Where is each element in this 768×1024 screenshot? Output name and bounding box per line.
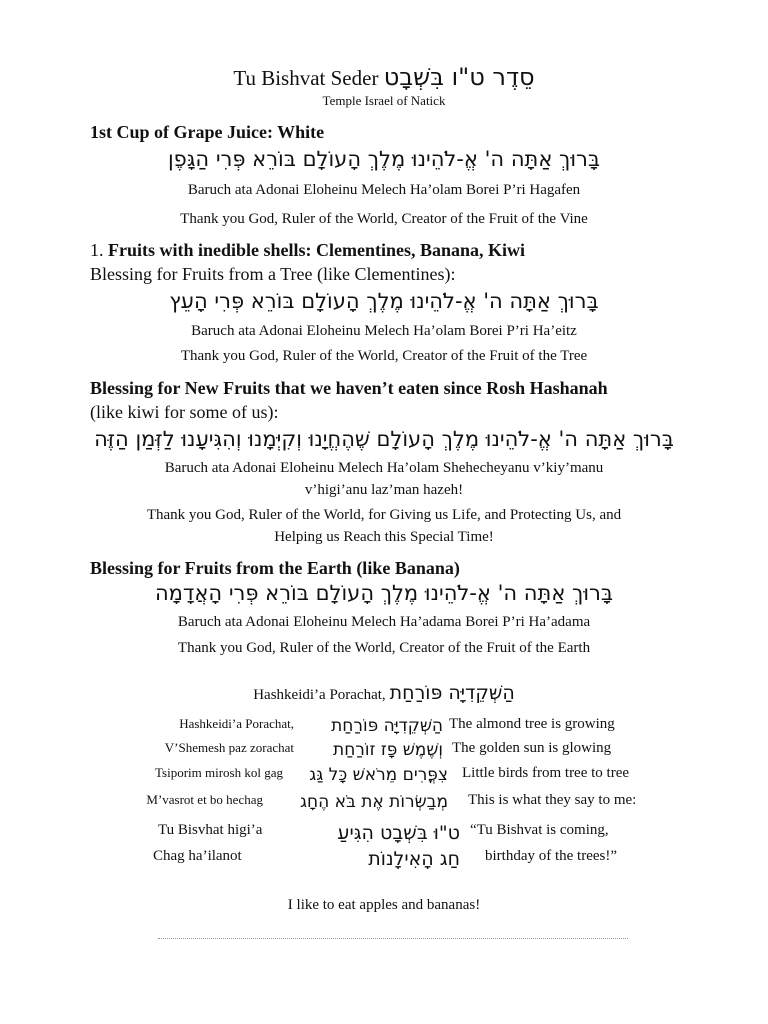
song-english: “Tu Bishvat is coming, xyxy=(470,822,609,838)
closing-line: I like to eat apples and bananas! xyxy=(287,897,481,913)
section1-transliteration: Baruch ata Adonai Eloheinu Melech Ha’olam Borei P’ri Hagafen xyxy=(187,182,581,198)
song-row xyxy=(0,792,768,816)
section4-hebrew: בָּרוּךְ אַתָּה ה' אֱ-לֹהֵינוּ מֶלֶךְ הָעוֹלָם בּוֹרֵא פְּרִי הָאֲדָמָה xyxy=(154,581,614,605)
song-english: This is what they say to me: xyxy=(468,792,637,808)
song-title xyxy=(0,682,768,704)
song-row xyxy=(0,848,768,872)
song-hebrew: ט"וּ בִּשְׁבָט הִגִּיעַ xyxy=(337,822,460,844)
song-english: The almond tree is growing xyxy=(449,716,615,732)
song-title-english: Hashkeidi’a Porachat, xyxy=(253,687,386,703)
section3-transliteration-1: Baruch ata Adonai Eloheinu Melech Ha’olam Shehecheyanu v’kiy’manu xyxy=(164,460,604,476)
title-hebrew: סֵדֶר ט"ו בִּשְׁבָט xyxy=(383,63,535,91)
section4-heading: Blessing for Fruits from the Earth (like Banana) xyxy=(90,558,460,578)
section3-translation-1: Thank you God, Ruler of the World, for Giving us Life, and Protecting Us, and xyxy=(146,507,622,523)
section4-translation: Thank you God, Ruler of the World, Creator of the Fruit of the Earth xyxy=(177,640,591,656)
song-transliteration: Hashkeidi’a Porachat, xyxy=(179,716,294,731)
section1-hebrew: בָּרוּךְ אַתָּה ה' אֱ-לֹהֵינוּ מֶלֶךְ הָעוֹלָם בּוֹרֵא פְּרִי הַגָּפֶן xyxy=(167,147,601,171)
song-title-hebrew: הַשְּׁקֵדִיָּה פּוֹרַחַת xyxy=(389,682,515,704)
song-row xyxy=(0,822,768,846)
section2-translation: Thank you God, Ruler of the World, Creator of the Fruit of the Tree xyxy=(180,348,588,364)
section2-transliteration: Baruch ata Adonai Eloheinu Melech Ha’olam Borei P’ri Ha’eitz xyxy=(191,323,577,339)
song-english: The golden sun is glowing xyxy=(452,740,612,756)
section3-hebrew: בָּרוּךְ אַתָּה ה' אֱ-לֹהֵינוּ מֶלֶךְ הָעוֹלָם שֶׁהֶחֱיָנוּ וְקִיְּמָנוּ וְהִגִּיעָנוּ לַזְּמַן הַזֶּה xyxy=(94,427,674,451)
title-english: Tu Bishvat Seder xyxy=(233,66,379,90)
song-transliteration: Tu Bisvhat higi’a xyxy=(158,822,263,838)
section2-number: 1. xyxy=(90,240,104,260)
song-english: Little birds from tree to tree xyxy=(462,765,630,781)
song-row xyxy=(0,740,768,764)
song-english: birthday of the trees!” xyxy=(485,848,618,864)
section3-transliteration-2: v’higi’anu laz’man hazeh! xyxy=(304,482,464,498)
song-hebrew: וְשֶׁמֶשׁ פָּז זוֹרַחַת xyxy=(333,740,443,760)
song-hebrew: חַג הָאִילָנוֹת xyxy=(368,848,460,870)
section2-heading-line xyxy=(90,240,525,261)
section2-subheading: Blessing for Fruits from a Tree (like Clementines): xyxy=(90,264,456,284)
song-row xyxy=(0,765,768,789)
song-transliteration: M’vasrot et bo hechag xyxy=(146,792,263,807)
section1-heading: 1st Cup of Grape Juice: White xyxy=(90,122,325,142)
section2-hebrew: בָּרוּךְ אַתָּה ה' אֱ-לֹהֵינוּ מֶלֶךְ הָעוֹלָם בּוֹרֵא פְּרִי הָעֵץ xyxy=(169,289,599,313)
song-row xyxy=(0,716,768,740)
song-hebrew: מְבַשְּׂרוֹת אֶת בֹּא הֶחָג xyxy=(300,792,448,812)
section1-translation: Thank you God, Ruler of the World, Creator of the Fruit of the Vine xyxy=(180,211,588,227)
section3-heading: Blessing for New Fruits that we haven’t eaten since Rosh Hashanah xyxy=(90,378,608,398)
song-transliteration: V’Shemesh paz zorachat xyxy=(164,740,294,755)
song-hebrew: הַשְּׁקֵדִיָּה פּוֹרַחַת xyxy=(331,716,443,736)
footer-divider xyxy=(158,938,628,939)
song-hebrew: צִפֳּרִים מֵרֹאשׁ כָּל גַּג xyxy=(309,765,448,785)
section2-heading: Fruits with inedible shells: Clementines, Banana, Kiwi xyxy=(108,240,526,260)
page-subtitle: Temple Israel of Natick xyxy=(322,93,446,108)
section3-translation-2: Helping us Reach this Special Time! xyxy=(274,529,494,545)
song-transliteration: Tsiporim mirosh kol gag xyxy=(154,765,283,780)
section3-subheading: (like kiwi for some of us): xyxy=(90,402,279,422)
song-transliteration: Chag ha’ilanot xyxy=(153,848,242,864)
section4-transliteration: Baruch ata Adonai Eloheinu Melech Ha’adama Borei P’ri Ha’adama xyxy=(177,614,591,630)
page-title xyxy=(0,63,768,91)
